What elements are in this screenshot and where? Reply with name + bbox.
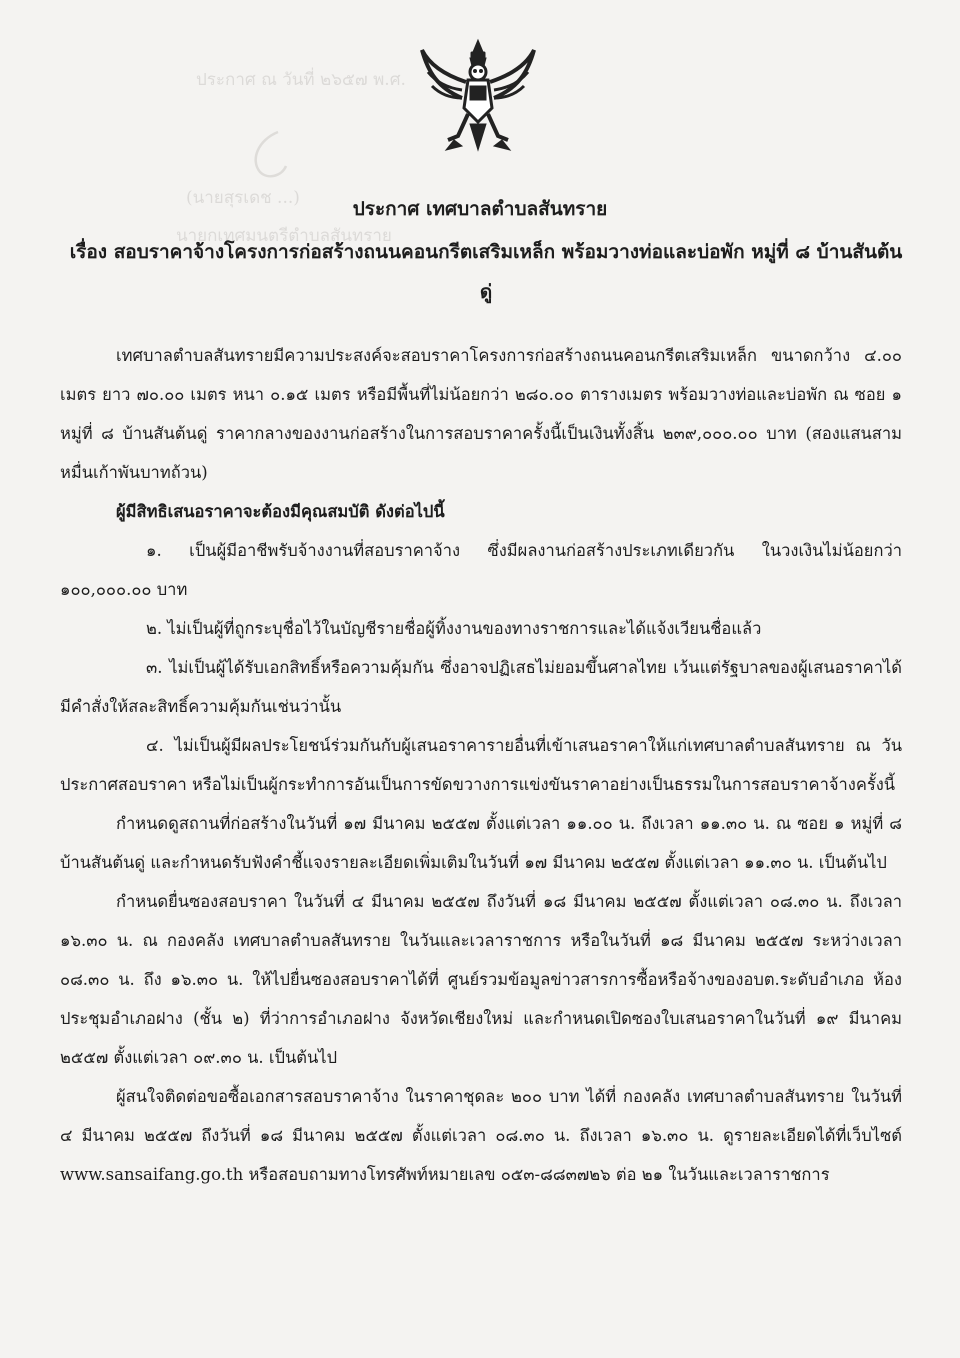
qualification-item: ๓. ไม่เป็นผู้ได้รับเอกสิทธิ์หรือความคุ้มกัน ซึ่งอาจปฏิเสธไม่ยอมขึ้นศาลไทย เว้นแต่รัฐบาลของผู้เสนอราคาได้มีคำสั่งให้สละสิทธิ์ความคุ้มกันเช่นว่านั้น xyxy=(60,658,902,716)
bleed-through-text-1: ประกาศ ณ วันที่ ๒๖๕๗ พ.ศ. xyxy=(196,70,406,90)
qualifications-heading: ผู้มีสิทธิเสนอราคาจะต้องมีคุณสมบัติ ดังต่อไปนี้ xyxy=(116,502,445,521)
announcement-title: ประกาศ เทศบาลตำบลสันทราย xyxy=(352,198,608,220)
announcement-body xyxy=(60,336,902,1194)
garuda-emblem-icon xyxy=(418,36,538,156)
qualification-item: ๒. ไม่เป็นผู้ที่ถูกระบุชื่อไว้ในบัญชีรายชื่อผู้ทิ้งงานของทางราชการและได้แจ้งเวียนชื่อแล้ว xyxy=(146,619,762,638)
bleed-through-signature xyxy=(238,126,298,186)
submission-paragraph: กำหนดยื่นซองสอบราคา ในวันที่ ๔ มีนาคม ๒๕๕๗ ถึงวันที่ ๑๘ มีนาคม ๒๕๕๗ ตั้งแต่เวลา ๐๘.๓๐ น. ถึงเวลา ๑๖.๓๐ น. ณ กองคลัง เทศบาลตำบลสันทราย ในวันและเวลาราชการ หรือในวันที่ ๑๘ มีนาคม ๒๕๕๗ ระหว่างเวลา ๐๘.๓๐ น. ถึง ๑๖.๓๐ น. ให้ไปยื่นซองสอบราคาได้ที่ ศูนย์รวมข้อมูลข่าวสารการซื้อหรือจ้างของอบต.ระดับอำเภอ ห้องประชุมอำเภอฝาง (ชั้น ๒) ที่ว่าการอำเภอฝาง จังหวัดเชียงใหม่ และกำหนดเปิดซองใบเสนอราคาในวันที่ ๑๙ มีนาคม ๒๕๕๗ ตั้งแต่เวลา ๐๙.๓๐ น. เป็นต้นไป xyxy=(60,892,902,1067)
intro-paragraph: เทศบาลตำบลสันทรายมีความประสงค์จะสอบราคาโครงการก่อสร้างถนนคอนกรีตเสริมเหล็ก ขนาดกว้าง ๔.๐๐ เมตร ยาว ๗๐.๐๐ เมตร หนา ๐.๑๕ เมตร หรือมีพื้นที่ไม่น้อยกว่า ๒๘๐.๐๐ ตารางเมตร พร้อมวางท่อและบ่อพัก ณ ซอย ๑ หมู่ที่ ๘ บ้านสันต้นดู่ ราคากลางของงานก่อสร้างในการสอบราคาครั้งนี้เป็นเงินทั้งสิ้น ๒๓๙,๐๐๐.๐๐ บาท (สองแสนสามหมื่นเก้าพันบาทถ้วน) xyxy=(60,346,902,482)
bleed-through-text-2: (นายสุรเดช ...) xyxy=(186,188,300,208)
qualification-item: ๔. ไม่เป็นผู้มีผลประโยชน์ร่วมกันกับผู้เสนอราคารายอื่นที่เข้าเสนอราคาให้แก่เทศบาลตำบลสันทราย ณ วันประกาศสอบราคา หรือไม่เป็นผู้กระทำการอันเป็นการขัดขวางการแข่งขันราคาอย่างเป็นธรรมในการสอบราคาจ้างครั้งนี้ xyxy=(60,736,902,794)
announcement-subject: เรื่อง สอบราคาจ้างโครงการก่อสร้างถนนคอนกรีตเสริมเหล็ก พร้อมวางท่อและบ่อพัก หมู่ที่ ๘ บ้านสันต้นดู่ xyxy=(69,241,903,303)
qualification-item: ๑. เป็นผู้มีอาชีพรับจ้างงานที่สอบราคาจ้าง ซึ่งมีผลงานก่อสร้างประเภทเดียวกัน ในวงเงินไม่น้อยกว่า ๑๐๐,๐๐๐.๐๐ บาท xyxy=(60,541,902,599)
contact-paragraph: ผู้สนใจติดต่อขอซื้อเอกสารสอบราคาจ้าง ในราคาชุดละ ๒๐๐ บาท ได้ที่ กองคลัง เทศบาลตำบลสันทราย ในวันที่ ๔ มีนาคม ๒๕๕๗ ถึงวันที่ ๑๘ มีนาคม ๒๕๕๗ ตั้งแต่เวลา ๐๘.๓๐ น. ถึงเวลา ๑๖.๓๐ น. ดูรายละเอียดได้ที่เว็บไซต์ www.sansaifang.go.th หรือสอบถามทางโทรศัพท์หมายเลข ๐๕๓-๘๘๓๗๒๖ ต่อ ๒๑ ในวันและเวลาราชการ xyxy=(60,1087,902,1184)
site-visit-paragraph: กำหนดดูสถานที่ก่อสร้างในวันที่ ๑๗ มีนาคม ๒๕๕๗ ตั้งแต่เวลา ๑๑.๐๐ น. ถึงเวลา ๑๑.๓๐ น. ณ ซอย ๑ หมู่ที่ ๘ บ้านสันต้นดู่ และกำหนดรับฟังคำชี้แจงรายละเอียดเพิ่มเติมในวันที่ ๑๗ มีนาคม ๒๕๕๗ ตั้งแต่เวลา ๑๑.๓๐ น. เป็นต้นไป xyxy=(60,814,902,872)
bleed-through-text-3: นายกเทศมนตรีตำบลสันทราย xyxy=(176,226,392,246)
